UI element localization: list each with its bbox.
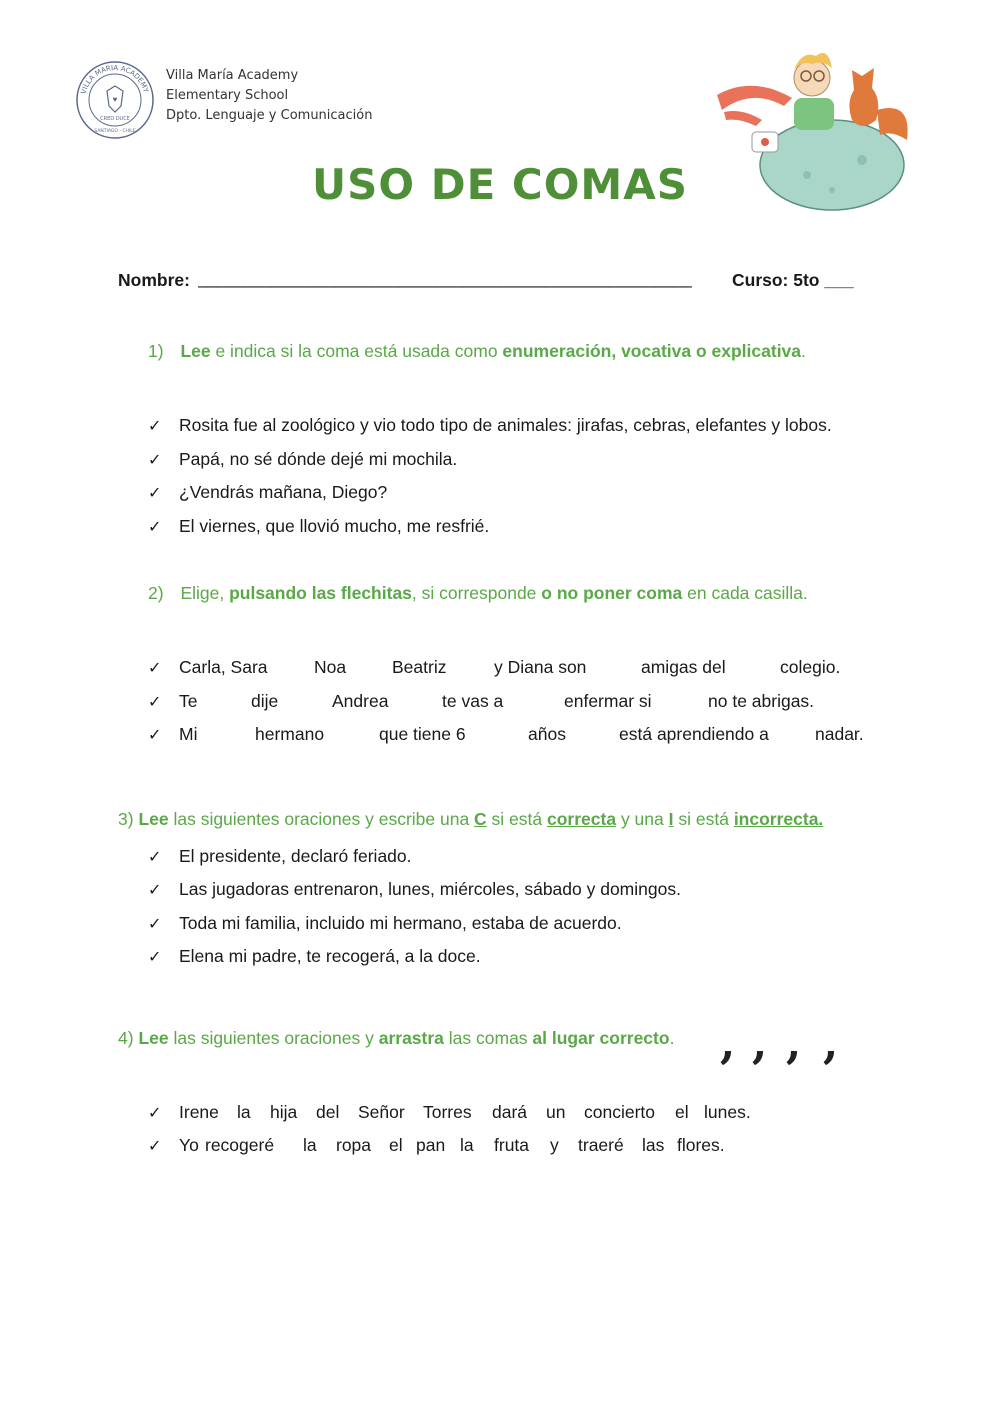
draggable-comma[interactable]: , — [786, 1018, 802, 1069]
section4-word: Yo — [179, 1135, 199, 1155]
draggable-comma[interactable]: , — [720, 1018, 736, 1069]
section4-word: la — [460, 1135, 474, 1155]
section4-word: del — [316, 1102, 340, 1122]
section4-word: recogeré — [205, 1135, 275, 1155]
section2-word: no te abrigas. — [708, 691, 815, 711]
section3-incorrect: incorrecta. — [733, 809, 824, 829]
name-field-line[interactable]: ______________________________________________________ — [198, 268, 692, 288]
section3-sentence: El presidente, declaró feriado. — [179, 846, 412, 866]
section1-categories: enumeración, vocativa o explicativa — [502, 341, 802, 361]
section3-correct: correcta — [547, 809, 617, 829]
check-mark-icon: ✓ — [148, 849, 162, 866]
check-mark-icon: ✓ — [148, 452, 162, 469]
section3-letter-c: C — [474, 809, 487, 829]
section4-word: un — [546, 1102, 566, 1122]
section2-text-a: Elige, — [180, 583, 230, 603]
section4-word: el — [675, 1102, 689, 1122]
section2-word: nadar. — [815, 724, 864, 744]
check-mark-icon: ✓ — [148, 519, 162, 536]
check-mark-icon: ✓ — [148, 916, 162, 933]
section4-word: Señor — [358, 1102, 405, 1122]
section2-no-comma: o no poner coma — [541, 583, 683, 603]
section1-sentence: Rosita fue al zoológico y vio todo tipo de animales: jirafas, cebras, elefantes y lobos. — [179, 415, 832, 435]
section2-text-c: en cada casilla. — [682, 583, 808, 603]
check-mark-icon: ✓ — [148, 485, 162, 502]
section2-word: Te — [179, 691, 198, 711]
section4-word: Irene — [179, 1102, 219, 1122]
section1-number: 1) — [148, 341, 164, 361]
section2-word: Mi — [179, 724, 198, 744]
section4-word: Torres — [423, 1102, 472, 1122]
section4-word: la — [303, 1135, 317, 1155]
section2-word: dije — [251, 691, 279, 711]
check-mark-icon: ✓ — [148, 949, 162, 966]
section4-number: 4) — [118, 1028, 139, 1048]
section2-word: Andrea — [332, 691, 389, 711]
section4-text-b: las comas — [443, 1028, 533, 1048]
logo-bottom-text: SANTIAGO - CHILE — [94, 129, 136, 134]
section4-word: las — [642, 1135, 665, 1155]
logo-motto: CRED DUCE — [100, 116, 130, 122]
section1-sentence: El viernes, que llovió mucho, me resfrié. — [179, 516, 490, 536]
name-label: Nombre: — [118, 270, 190, 290]
section2-word: y Diana son — [494, 657, 587, 677]
section4-word: traeré — [578, 1135, 624, 1155]
section3-sentence: Las jugadoras entrenaron, lunes, miércoles, sábado y domingos. — [179, 879, 681, 899]
section4-drag: arrastra — [378, 1028, 444, 1048]
section4-word: el — [389, 1135, 403, 1155]
check-mark-icon: ✓ — [148, 727, 162, 744]
section4-word: fruta — [494, 1135, 530, 1155]
section2-word: colegio. — [780, 657, 841, 677]
section1-instruction — [148, 341, 806, 362]
section4-word: lunes. — [704, 1102, 751, 1122]
section4-word: dará — [492, 1102, 528, 1122]
section3-text-a: las siguientes oraciones y escribe una — [168, 809, 475, 829]
section2-word: años — [528, 724, 566, 744]
section4-word: flores. — [677, 1135, 725, 1155]
section2-word: que tiene 6 — [379, 724, 466, 744]
school-logo — [75, 60, 155, 140]
section2-word: te vas a — [442, 691, 504, 711]
section1-sentence: ¿Vendrás mañana, Diego? — [179, 482, 388, 502]
section1-text: e indica si la coma está usada como — [210, 341, 503, 361]
school-level: Elementary School — [166, 88, 289, 103]
logo-ring-text: VILLA MARIA ACADEMY — [79, 63, 150, 95]
check-mark-icon: ✓ — [148, 1105, 162, 1122]
page-title: USO DE COMAS — [312, 160, 688, 209]
draggable-comma[interactable]: , — [823, 1018, 839, 1069]
section2-word: hermano — [255, 724, 325, 744]
section2-arrows-hint: pulsando las flechitas — [229, 583, 412, 603]
section4-word: ropa — [336, 1135, 372, 1155]
school-department: Dpto. Lenguaje y Comunicación — [166, 108, 373, 123]
check-mark-icon: ✓ — [148, 660, 162, 677]
section2-word: Carla, Sara — [179, 657, 268, 677]
section4-place: al lugar correcto — [532, 1028, 670, 1048]
section3-number: 3) — [118, 809, 139, 829]
section3-instruction — [118, 809, 823, 830]
section4-instruction — [118, 1028, 674, 1049]
section4-word: concierto — [584, 1102, 656, 1122]
section2-text-b: , si corresponde — [411, 583, 542, 603]
section2-instruction — [148, 583, 808, 604]
section3-sentence: Elena mi padre, te recogerá, a la doce. — [179, 946, 481, 966]
section2-word: enfermar si — [564, 691, 652, 711]
section4-word: la — [237, 1102, 251, 1122]
section4-word: hija — [270, 1102, 298, 1122]
svg-text:♥: ♥ — [112, 95, 118, 104]
section4-word: pan — [416, 1135, 446, 1155]
course-label: Curso: 5to ___ — [732, 270, 854, 290]
check-mark-icon: ✓ — [148, 1138, 162, 1155]
draggable-comma[interactable]: , — [752, 1018, 768, 1069]
section2-number: 2) — [148, 583, 164, 603]
section4-period: . — [669, 1028, 675, 1048]
section3-text-d: si está — [673, 809, 734, 829]
check-mark-icon: ✓ — [148, 694, 162, 711]
section3-text-b: si está — [486, 809, 547, 829]
check-mark-icon: ✓ — [148, 882, 162, 899]
section2-word: amigas del — [641, 657, 726, 677]
check-mark-icon: ✓ — [148, 418, 162, 435]
section2-word: está aprendiendo a — [619, 724, 769, 744]
section1-sentence: Papá, no sé dónde dejé mi mochila. — [179, 449, 458, 469]
section3-verb: Lee — [138, 809, 169, 829]
section4-verb: Lee — [138, 1028, 169, 1048]
section1-verb: Lee — [180, 341, 211, 361]
section2-word: Noa — [314, 657, 347, 677]
section3-letter-i: I — [668, 809, 674, 829]
section3-sentence: Toda mi familia, incluido mi hermano, estaba de acuerdo. — [179, 913, 622, 933]
section1-period: . — [801, 341, 806, 361]
section3-text-c: y una — [616, 809, 669, 829]
section4-text-a: las siguientes oraciones y — [168, 1028, 379, 1048]
section4-word: y — [550, 1135, 559, 1155]
section2-word: Beatriz — [392, 657, 447, 677]
school-name: Villa María Academy — [166, 68, 299, 83]
